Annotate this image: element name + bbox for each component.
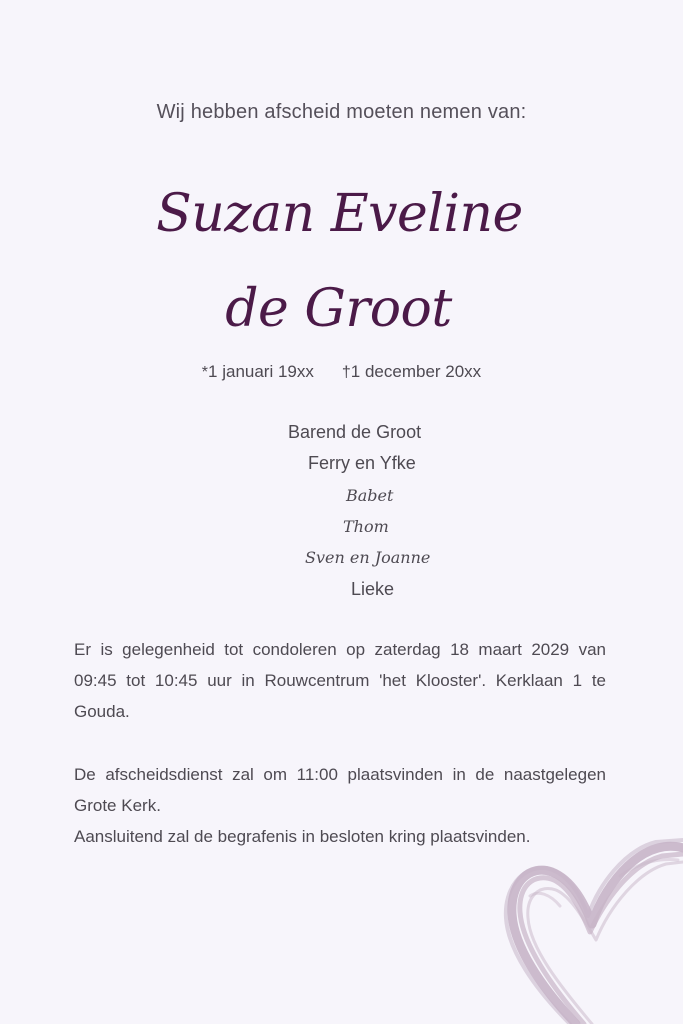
condolence-paragraph: Er is gelegenheid tot condoleren op zaterdag 18 maart 2029 van 09:45 tot 10:45 uur in Rouwcentrum 'het Klooster'. Kerklaan 1 te Gouda.	[74, 640, 606, 721]
family-member: Lieke	[351, 579, 395, 599]
deceased-last-name: de Groot	[225, 279, 452, 339]
birth-date: 1 januari 19xx	[208, 362, 314, 381]
death-symbol: †	[341, 364, 351, 381]
brush-heart-icon	[500, 836, 683, 1024]
service-paragraph: De afscheidsdienst zal om 11:00 plaatsvinden in de naastgelegen Grote Kerk.	[74, 765, 606, 815]
family-member: Barend de Groot	[288, 422, 422, 442]
family-member: Thom	[343, 517, 389, 536]
death-date: 1 december 20xx	[350, 362, 482, 381]
family-member: Ferry en Yfke	[308, 453, 416, 473]
intro-text: Wij hebben afscheid moeten nemen van:	[156, 101, 527, 123]
family-member: Babet	[346, 486, 394, 505]
family-member: Sven en Joanne	[305, 548, 431, 567]
birth-symbol: *	[201, 364, 209, 381]
life-dates	[0, 362, 683, 382]
deceased-first-names: Suzan Eveline	[156, 184, 523, 244]
burial-paragraph: Aansluitend zal de begrafenis in besloten kring plaatsvinden.	[74, 827, 531, 846]
